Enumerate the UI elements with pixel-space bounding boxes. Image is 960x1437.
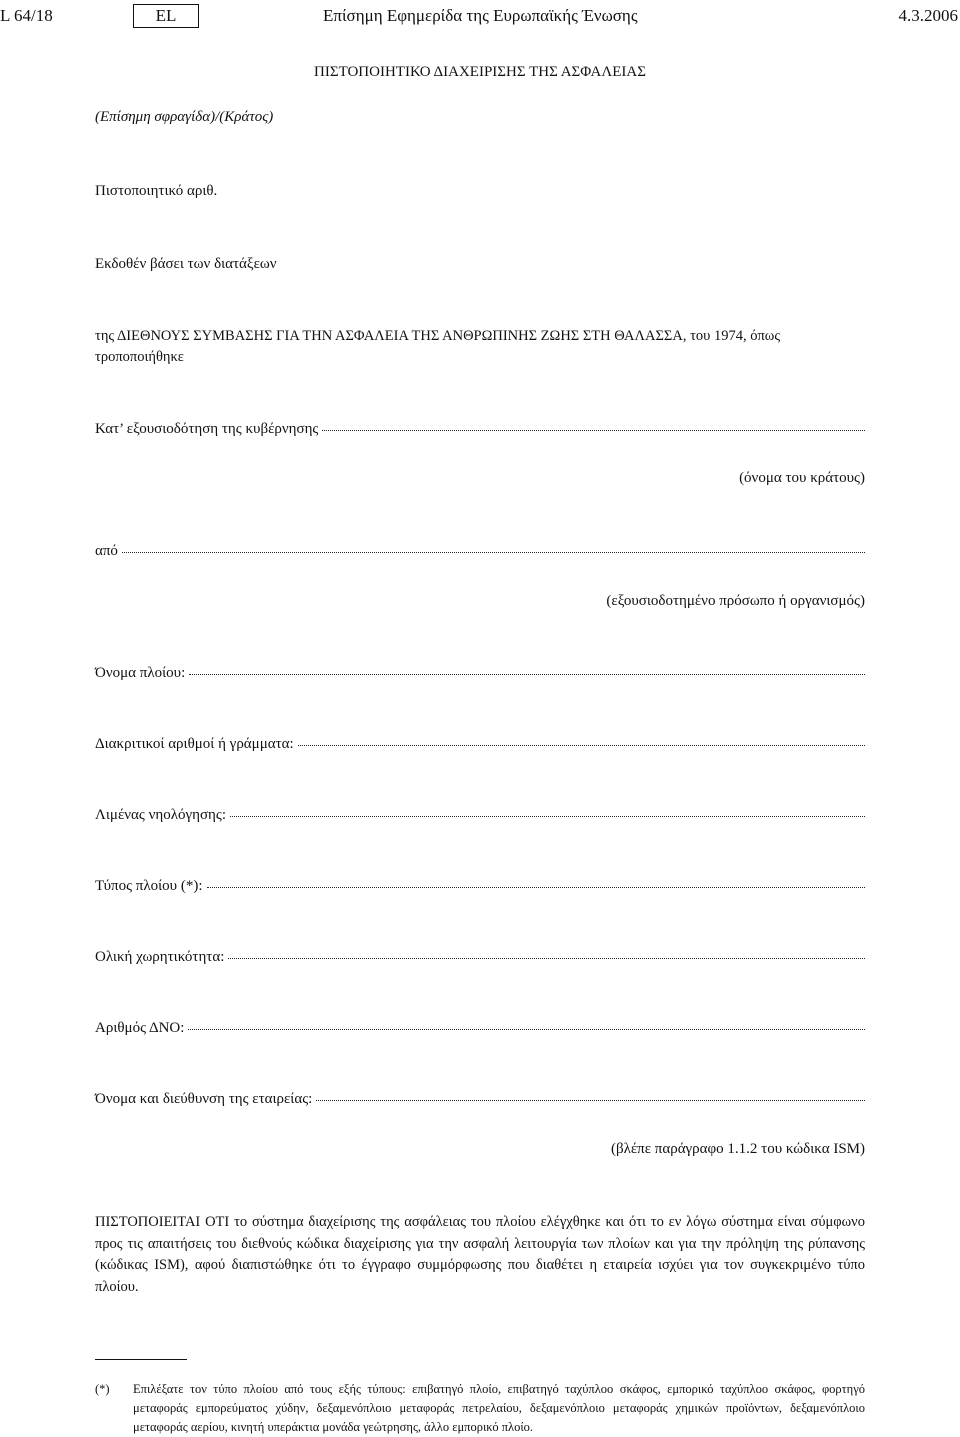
authorized-by-line[interactable] bbox=[95, 542, 865, 560]
imo-number-label: Αριθμός ΔΝΟ: bbox=[95, 1020, 185, 1036]
port-of-registry-line[interactable] bbox=[95, 806, 865, 824]
ship-name-label: Όνομα πλοίου: bbox=[95, 665, 186, 681]
company-note: (βλέπε παράγραφο 1.1.2 του κώδικα ISM) bbox=[610, 1141, 865, 1157]
document-title: ΠΙΣΤΟΠΟΙΗΤΙΚΟ ΔΙΑΧΕΙΡΙΣΗΣ ΤΗΣ ΑΣΦΑΛΕΙΑΣ bbox=[314, 64, 646, 80]
page-reference: L 64/18 bbox=[0, 6, 53, 25]
certification-paragraph: ΠΙΣΤΟΠΟΙΕΙΤΑΙ ΟΤΙ το σύστημα διαχείρισης της ασφάλειας του πλοίου ελέγχθηκε και ότι το εν λόγω σύστημα είναι σύμφωνο προς τις απαιτήσεις του διεθνούς κώδικα διαχείρισης για την ασφαλή λειτουργία των πλοίων και για την πρόληψη της ρύπανσης (κώδικας ISM), αφού διαπιστώθηκε ότι το έγγραφο συμμόρφωσης που διαθέτει η εταιρεία ισχύει για τον συγκεκριμένο τύπο πλοίου. bbox=[95, 1214, 865, 1295]
language-code-box: EL bbox=[133, 4, 199, 28]
authorization-label: Κατ’ εξουσιοδότηση της κυβέρνησης bbox=[95, 421, 319, 437]
gross-tonnage-dots bbox=[228, 946, 865, 959]
authorized-person-note: (εξουσιοδοτημένο πρόσωπο ή οργανισμός) bbox=[606, 593, 865, 609]
imo-number-dots bbox=[188, 1017, 865, 1030]
port-of-registry-label: Λιμένας νηολόγησης: bbox=[95, 807, 226, 823]
by-dots bbox=[122, 540, 865, 553]
page-header bbox=[0, 4, 960, 28]
distinctive-number-label: Διακριτικοί αριθμοί ή γράμματα: bbox=[95, 736, 294, 752]
ship-name-line[interactable] bbox=[95, 664, 865, 682]
ship-type-label: Τύπος πλοίου (*): bbox=[95, 878, 203, 894]
authorization-line[interactable] bbox=[95, 420, 865, 438]
journal-title: Επίσημη Εφημερίδα της Ευρωπαϊκής Ένωσης bbox=[323, 6, 638, 25]
distinctive-number-dots bbox=[298, 733, 865, 746]
issued-under-text: Εκδοθέν βάσει των διατάξεων bbox=[95, 256, 277, 272]
gross-tonnage-label: Ολική χωρητικότητα: bbox=[95, 949, 225, 965]
ship-type-dots bbox=[207, 875, 865, 888]
company-line[interactable] bbox=[95, 1090, 865, 1108]
publication-date: 4.3.2006 bbox=[898, 6, 958, 25]
company-label: Όνομα και διεύθυνση της εταιρείας: bbox=[95, 1091, 313, 1107]
footnote-rule bbox=[95, 1359, 187, 1360]
seal-line: (Επίσημη σφραγίδα)/(Κράτος) bbox=[95, 109, 274, 125]
authorization-dots bbox=[322, 418, 865, 431]
convention-text: της ΔΙΕΘΝΟΥΣ ΣΥΜΒΑΣΗΣ ΓΙΑ ΤΗΝ ΑΣΦΑΛΕΙΑ ΤΗΣ ΑΝΘΡΩΠΙΝΗΣ ΖΩΗΣ ΣΤΗ ΘΑΛΑΣΣΑ, του 1974, όπως τροποποιήθηκε bbox=[95, 328, 781, 365]
ship-type-line[interactable] bbox=[95, 877, 865, 895]
footnote-mark: (*) bbox=[95, 1382, 110, 1396]
imo-number-line[interactable] bbox=[95, 1019, 865, 1037]
company-dots bbox=[316, 1088, 865, 1101]
by-label: από bbox=[95, 543, 118, 559]
gross-tonnage-line[interactable] bbox=[95, 948, 865, 966]
footnote-text: Επιλέξατε τον τύπο πλοίου από τους εξής τύπους: επιβατηγό πλοίο, επιβατηγό ταχύπλοο σκάφος, εμπορικό ταχύπλοο σκάφος, φορτηγό μεταφοράς εμπορεύματος χύδην, δεξαμενόπλοιο μεταφοράς πετρελαίου, δεξαμενόπλοιο μεταφοράς χημικών προϊόντων, δεξαμενόπλοιο μεταφοράς αερίου, κινητή υπεράκτια μονάδα γεώτρησης, άλλο εμπορικό πλοίο. bbox=[133, 1382, 865, 1434]
certificate-number-label: Πιστοποιητικό αριθ. bbox=[95, 183, 218, 199]
port-of-registry-dots bbox=[230, 804, 865, 817]
state-name-note: (όνομα του κράτους) bbox=[739, 470, 865, 486]
ship-name-dots bbox=[189, 662, 865, 675]
distinctive-number-line[interactable] bbox=[95, 735, 865, 753]
